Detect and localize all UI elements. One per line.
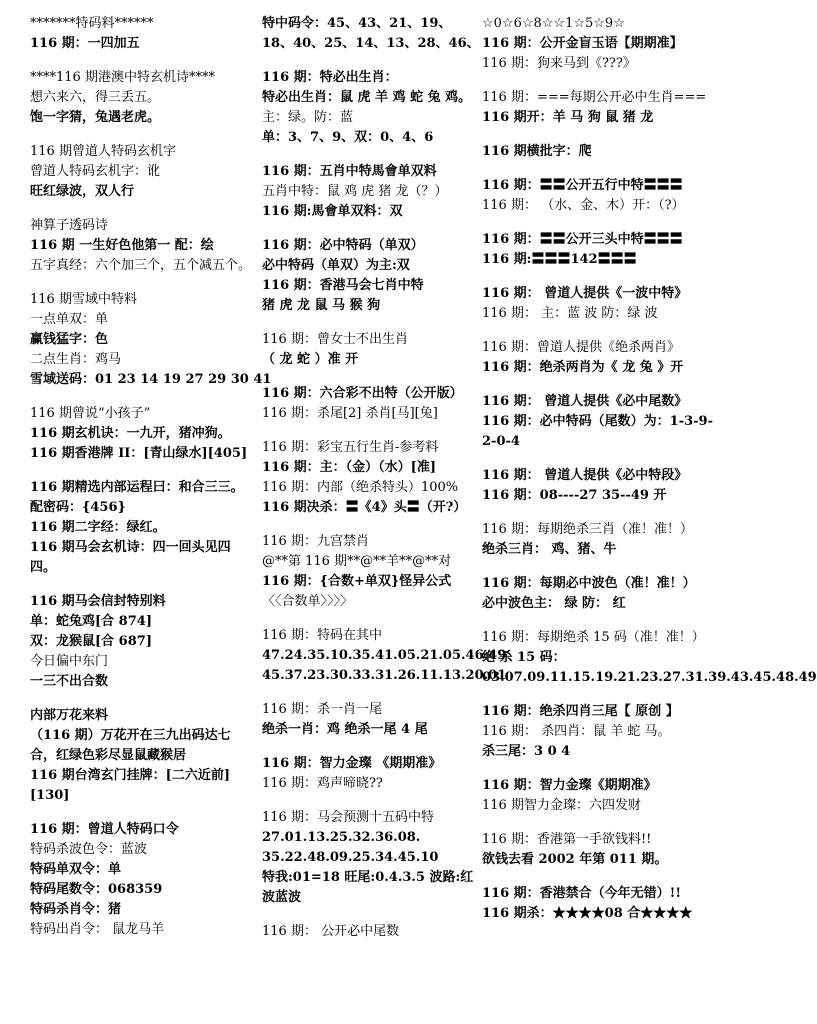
text-line: 27.01.13.25.32.36.08. — [262, 830, 421, 845]
text-line: 双：龙猴鼠[合 687] — [30, 634, 152, 649]
text-line: 想六来六，得三丢五。 — [30, 90, 161, 105]
text-block — [262, 384, 480, 424]
text-line: 116 期：六合彩不出特（公开版） — [262, 386, 463, 401]
text-line: 〈〈合数单〉〉〉〉 — [262, 594, 354, 609]
text-line: 116 期：香港禁合（今年无错）!! — [482, 886, 682, 901]
text-line: @**第 116 期**@**羊**@**对 — [262, 554, 452, 569]
text-line: 116 期： 曾道人提供《必中特段》 — [482, 468, 688, 483]
text-line: 116 期：===每期公开必中生肖=== — [482, 90, 707, 105]
text-line: 116 期杀：★★★★08 合★★★★ — [482, 906, 693, 921]
text-line: 116 期：〓〓公开五行中特〓〓〓 — [482, 178, 683, 193]
text-block — [262, 700, 480, 740]
text-line: 116 期台湾玄门挂牌：[二六近前][130] — [30, 768, 230, 803]
text-line: 曾道人特码玄机字：讹 — [30, 164, 161, 179]
text-block — [482, 142, 718, 162]
text-line: 116 期： 公开必中尾数 — [262, 924, 400, 939]
text-line: 五字真经：六个加三个，五个减五个。 — [30, 258, 252, 273]
text-block — [262, 808, 480, 908]
text-line: 116 期：特必出生肖： — [262, 70, 398, 85]
text-block — [30, 478, 255, 578]
right-column — [482, 14, 817, 938]
text-line: 116 期：九宫禁肖 — [262, 534, 369, 549]
text-line: 116 期精选内部运程曰：和合三三。 — [30, 480, 244, 495]
text-line: 神算子透码诗 — [30, 218, 109, 233]
text-line: 47.24.35.10.35.41.05.21.05.46.49 — [262, 648, 507, 663]
text-line: 116 期：主：（金）（水）[准] — [262, 460, 436, 475]
text-line: 必中波色主： 绿 防： 红 — [482, 596, 626, 611]
text-line: 116 期：智力金璨《期期准》 — [482, 778, 657, 793]
text-line: 03.07.09.11.15.19.21.23.27.31.39.43.45.48.49 — [482, 670, 817, 685]
text-line: ****116 期港澳中特玄机诗**** — [30, 70, 215, 85]
text-line: 116 期： 杀四肖：鼠 羊 蛇 马。 — [482, 724, 671, 739]
text-line: （116 期）万花开在三九出码达七合，红绿色彩尽显鼠藏猴居 — [30, 728, 231, 763]
text-block — [30, 14, 255, 54]
text-block — [30, 290, 272, 390]
text-line: 45.37.23.30.33.31.26.11.13.20.01 — [262, 668, 507, 683]
text-block — [482, 574, 718, 614]
text-line: 116 期曾道人特码玄机字 — [30, 144, 176, 159]
text-line: 二点生肖：鸡马 — [30, 352, 122, 367]
text-line: 单：蛇兔鸡[合 874] — [30, 614, 152, 629]
text-line: 绝杀一肖：鸡 绝杀一尾 4 尾 — [262, 722, 428, 737]
text-line: 116 期智力金璨：六四发财 — [482, 798, 641, 813]
text-block — [30, 592, 255, 692]
text-line: 绝杀三肖： 鸡、猪、牛 — [482, 542, 617, 557]
text-line: 内部万花来料 — [30, 708, 109, 723]
text-line: ☆0☆6☆8☆☆1☆5☆9☆ — [482, 16, 625, 31]
text-line: 杀三尾：3 0 4 — [482, 744, 571, 759]
text-line: 116 期：彩宝五行生肖-参考料 — [262, 440, 439, 455]
text-block — [30, 216, 255, 276]
text-line: 一三不出合数 — [30, 674, 109, 689]
text-line: 116 期：曾道人提供《绝杀两肖》 — [482, 340, 680, 355]
text-line: 116 期：曾女士不出生肖 — [262, 332, 408, 347]
text-line: *******特码料****** — [30, 16, 154, 31]
text-line: 116 期：每期绝杀 15 码（准！准！） — [482, 630, 705, 645]
text-line: 116 期开：羊 马 狗 鼠 猪 龙 — [482, 110, 654, 125]
text-line: 116 期： （水、金、木）开：（?） — [482, 198, 685, 213]
text-line: 特码杀波色令：蓝波 — [30, 842, 148, 857]
text-block — [30, 68, 255, 128]
text-block — [30, 820, 255, 940]
text-line: 116 期：香港马会七肖中特 — [262, 278, 424, 293]
text-line: 116 期：绝杀两肖为《 龙 兔 》开 — [482, 360, 684, 375]
text-line: 116 期： 曾道人提供《必中尾数》 — [482, 394, 688, 409]
text-line: 猪 虎 龙 鼠 马 猴 狗 — [262, 298, 381, 313]
text-line: 116 期：每期绝杀三肖（准！准！） — [482, 522, 693, 537]
text-line: 特码出肖令： 鼠龙马羊 — [30, 922, 165, 937]
text-block — [262, 754, 480, 794]
text-line: 绝 杀 15 码： — [482, 650, 566, 665]
text-line: 116 期香港牌 II：[青山绿水][405] — [30, 446, 248, 461]
text-line: 116 期：马会预测十五码中特 — [262, 810, 434, 825]
text-block — [482, 628, 817, 688]
text-line: 特中码令：45、43、21、19、18、40、25、14、13、28、46、 — [262, 16, 480, 51]
text-block — [482, 392, 718, 452]
text-line: 主：绿。防：蓝 — [262, 110, 354, 125]
text-line: 旺红绿波，双人行 — [30, 184, 135, 199]
text-block — [482, 776, 718, 816]
text-line: （ 龙 蛇 ）准 开 — [262, 352, 359, 367]
text-block — [30, 404, 255, 464]
text-line: 116 期：曾道人特码口令 — [30, 822, 179, 837]
text-block — [262, 14, 480, 54]
text-block — [262, 438, 480, 518]
text-line: 116 期：特码在其中 — [262, 628, 382, 643]
text-line: 116 期：智力金璨 《期期准》 — [262, 756, 442, 771]
text-block — [482, 702, 718, 762]
text-line: 特我:01=18 旺尾:0.4.3.5 波路:红波蓝波 — [262, 870, 474, 905]
text-line: 116 期：内部（绝杀特头）100% — [262, 480, 459, 495]
text-line: 116 期： 曾道人提供《一波中特》 — [482, 286, 688, 301]
left-column — [30, 14, 272, 954]
text-line: 欲钱去看 2002 年第 011 期。 — [482, 852, 668, 867]
text-block — [482, 284, 718, 324]
text-block — [482, 176, 718, 216]
text-block — [482, 830, 718, 870]
text-block — [482, 466, 718, 506]
text-line: 116 期：五肖中特馬會单双料 — [262, 164, 437, 179]
text-line: 116 期马会信封特别料 — [30, 594, 166, 609]
text-line: 特码单双令：单 — [30, 862, 122, 877]
text-line: 116 期：必中特码（尾数）为：1-3-9-2-0-4 — [482, 414, 713, 449]
text-line: 35.22.48.09.25.34.45.10 — [262, 850, 439, 865]
text-line: 今日偏中东门 — [30, 654, 109, 669]
text-line: 116 期二字经：绿红。 — [30, 520, 166, 535]
text-line: 特码杀肖令：猪 — [30, 902, 122, 917]
text-line: 116 期：公开金盲玉语【期期准】 — [482, 36, 683, 51]
text-line: 雪域送码：01 23 14 19 27 29 30 41 — [30, 372, 272, 387]
text-line: 116 期横批字：爬 — [482, 144, 592, 159]
text-line: 116 期玄机诀：一九开，猪冲狗。 — [30, 426, 231, 441]
text-line: 116 期：每期必中波色（准！准！） — [482, 576, 696, 591]
text-block — [262, 626, 507, 686]
text-line: 116 期：〓〓公开三头中特〓〓〓 — [482, 232, 683, 247]
text-block — [482, 338, 718, 378]
text-line: 特必出生肖：鼠 虎 羊 鸡 蛇 兔 鸡。 — [262, 90, 472, 105]
text-line: 一点单双：单 — [30, 312, 109, 327]
text-line: 116 期：{合数+单双}怪异公式 — [262, 574, 452, 589]
text-line: 116 期曾说“小孩子” — [30, 406, 151, 421]
text-line: 116 期 一生好色他第一 配：绘 — [30, 238, 214, 253]
text-block — [482, 88, 718, 128]
text-block — [482, 520, 718, 560]
text-block — [262, 68, 480, 148]
text-line: 116 期：杀一肖一尾 — [262, 702, 382, 717]
text-line: 116 期决杀：〓《4》头〓（开?） — [262, 500, 467, 515]
text-block — [262, 236, 480, 316]
text-block — [482, 230, 718, 270]
text-line: 116 期：绝杀四肖三尾【 原创 】 — [482, 704, 679, 719]
text-block — [262, 162, 480, 222]
text-block — [262, 922, 480, 942]
text-line: 单：3、7、9、双：0、4、6 — [262, 130, 434, 145]
text-line: 116 期：杀尾[2] 杀肖[马][兔] — [262, 406, 438, 421]
text-block — [262, 330, 480, 370]
text-line: 116 期:〓〓〓142〓〓〓 — [482, 252, 637, 267]
text-line: 116 期马会玄机诗：四一回头见四四。 — [30, 540, 231, 575]
middle-column — [262, 14, 507, 956]
text-block — [30, 142, 255, 202]
text-block — [262, 532, 480, 612]
text-block — [30, 706, 255, 806]
text-block — [482, 14, 718, 74]
text-line: 116 期：狗来马到《???》 — [482, 56, 636, 71]
text-line: 饱一字猜，兔遇老虎。 — [30, 110, 161, 125]
text-line: 116 期：必中特码（单双） — [262, 238, 424, 253]
text-line: 特码尾数令：068359 — [30, 882, 163, 897]
text-line: 配密码：{456} — [30, 500, 126, 515]
text-line: 116 期：一四加五 — [30, 36, 140, 51]
text-line: 五肖中特：鼠 鸡 虎 猪 龙（？） — [262, 184, 448, 199]
text-block — [482, 884, 718, 924]
text-line: 116 期： 主：蓝 波 防：绿 波 — [482, 306, 658, 321]
text-line: 116 期:馬會单双料：双 — [262, 204, 403, 219]
text-line: 赢钱猛字：色 — [30, 332, 109, 347]
text-line: 必中特码（单双）为主:双 — [262, 258, 410, 273]
text-line: 116 期：08----27 35--49 开 — [482, 488, 667, 503]
text-line: 116 期雪域中特料 — [30, 292, 137, 307]
text-line: 116 期：鸡声啼晓?? — [262, 776, 383, 791]
text-line: 116 期：香港第一手欲钱料!! — [482, 832, 652, 847]
